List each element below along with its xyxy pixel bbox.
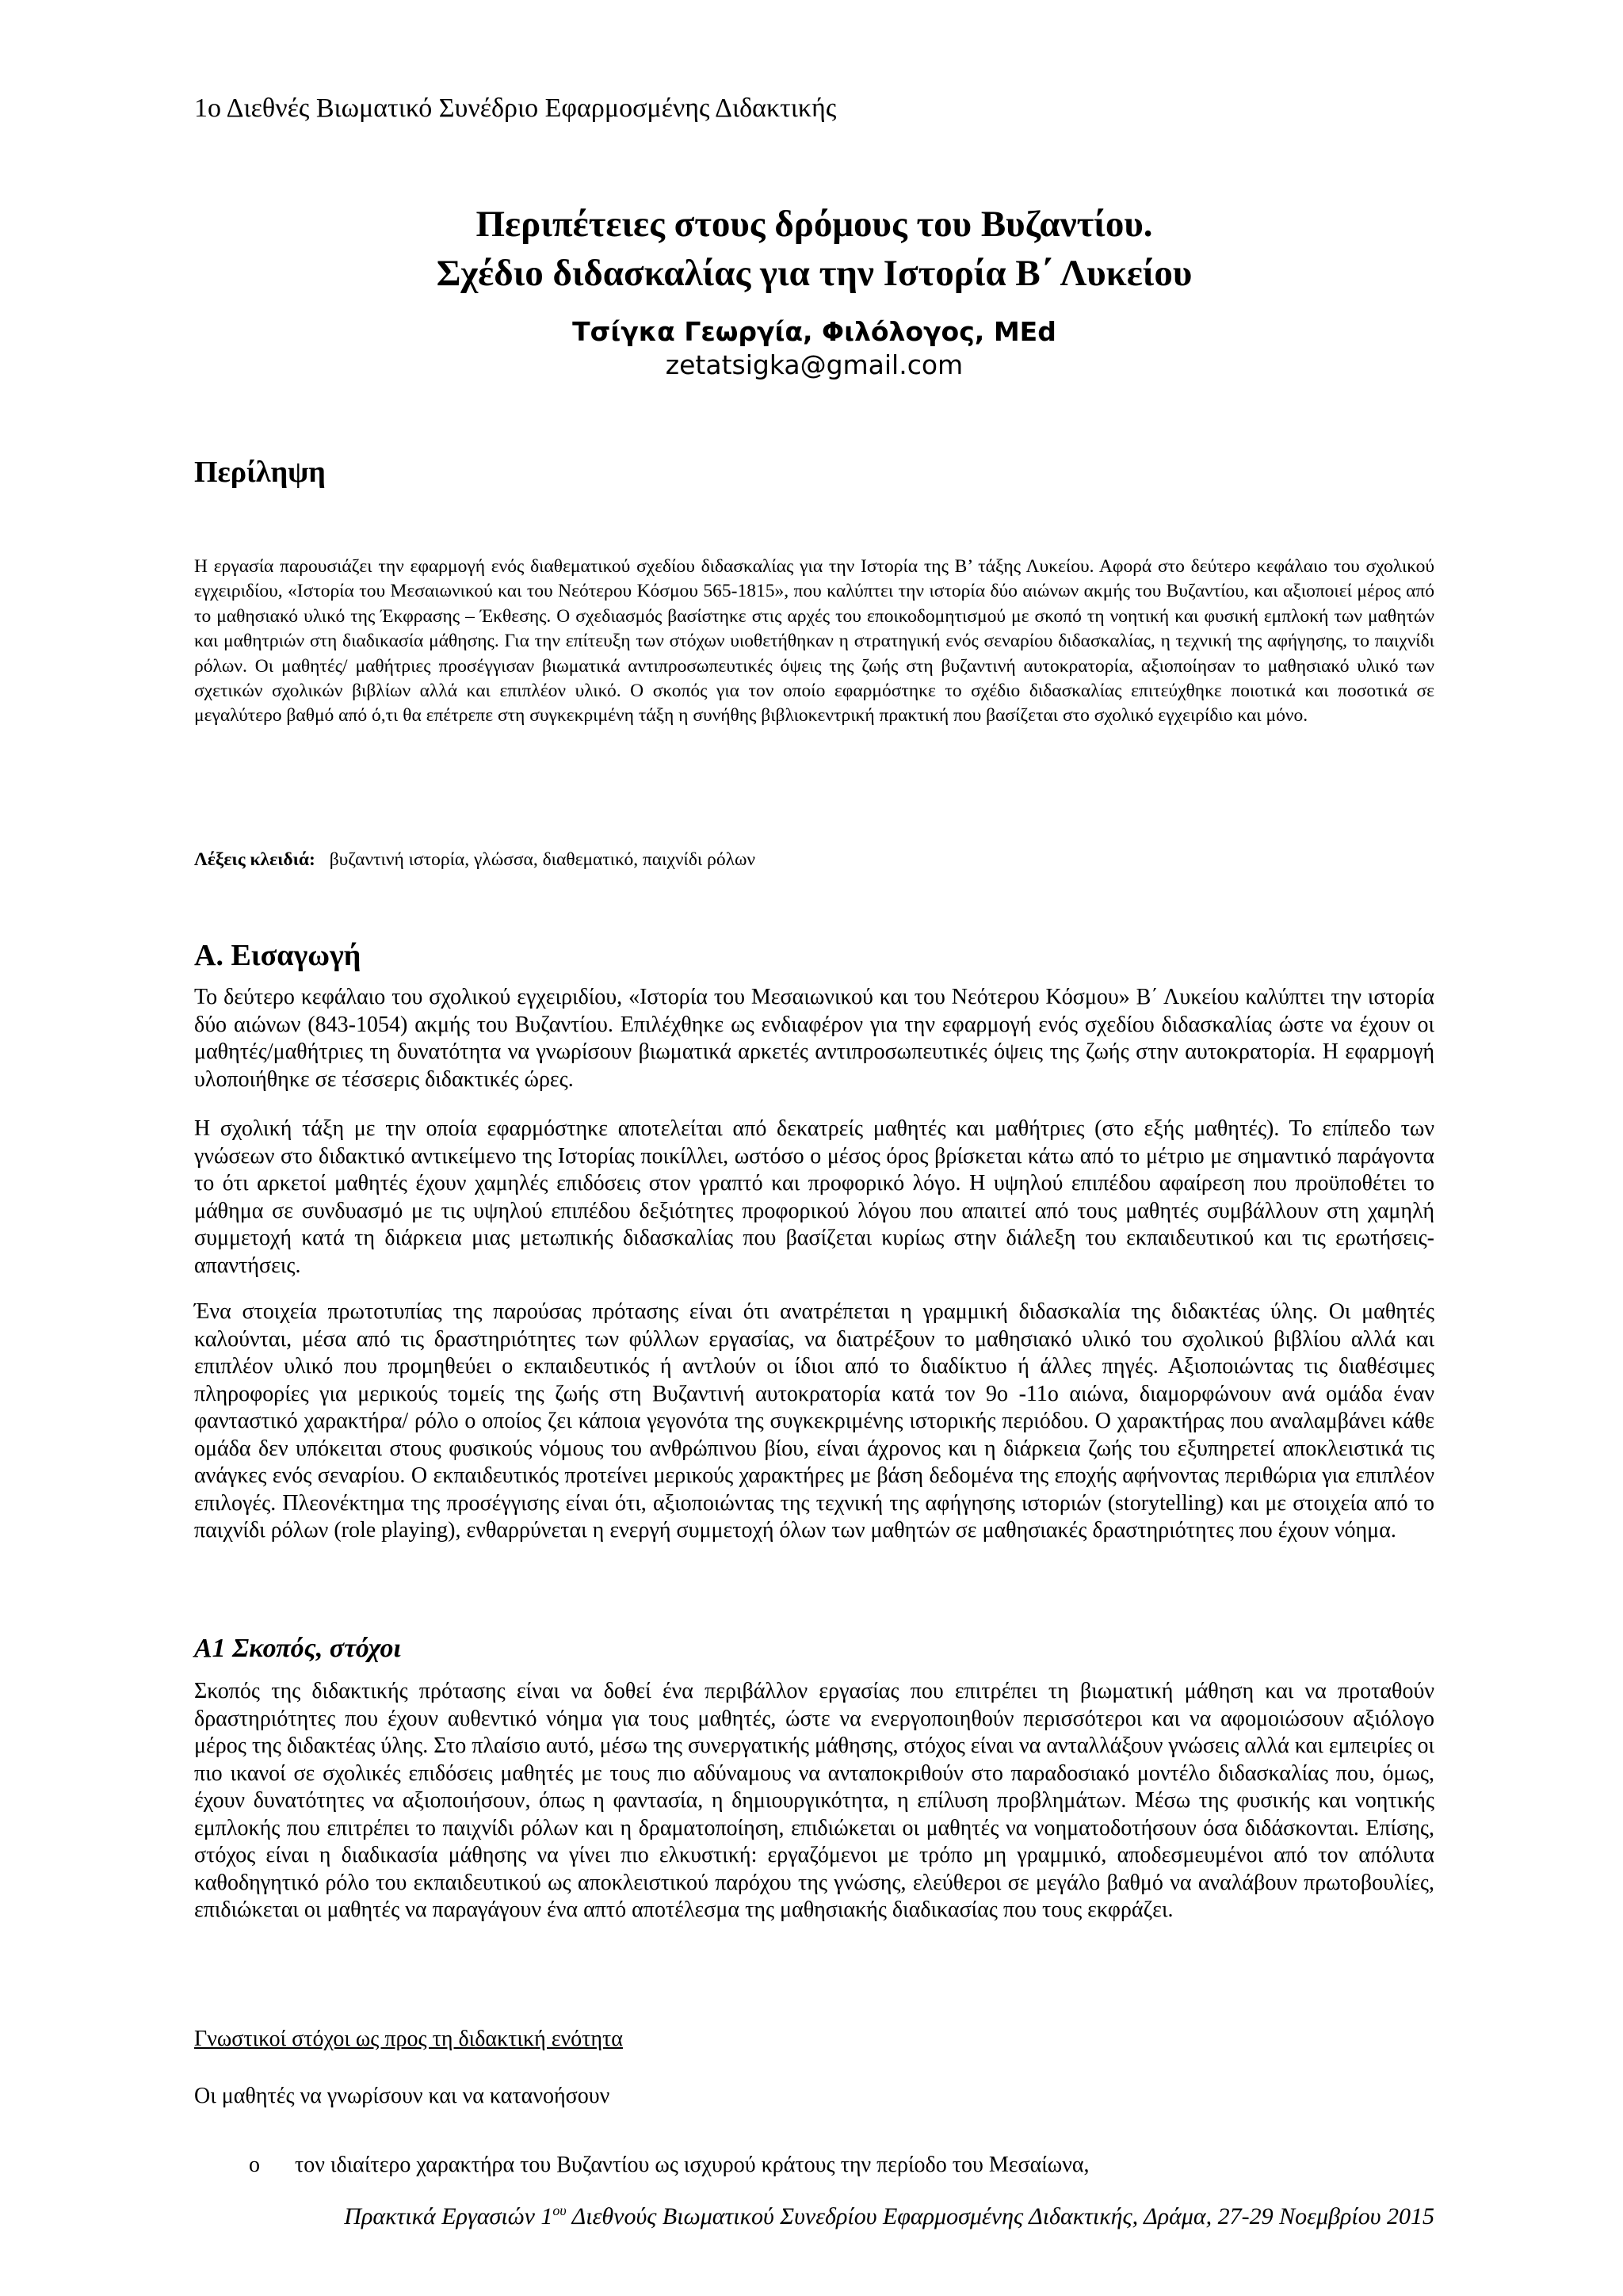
footer-text-pre: Πρακτικά Εργασιών 1	[344, 2203, 553, 2229]
section-a1-heading: Α1 Σκοπός, στόχοι	[194, 1634, 401, 1663]
cognitive-goals-subheading: Γνωστικοί στόχοι ως προς τη διδακτική ενότητα	[194, 2027, 623, 2051]
section-a-paragraph-3: Ένα στοιχεία πρωτοτυπίας της παρούσας πρότασης είναι ότι ανατρέπεται η γραμμική διδασκαλία της διδακτέας ύλης. Οι μαθητές καλούνται, μέσα από τις δραστηριότητες των φύλλων εργασίας, να διατρέξουν το μαθησιακό υλικό του σχολικού βιβλίου αλλά και επιπλέον υλικό που προμηθεύει ο εκπαιδευτικός ή αντλούν οι ίδιοι από το διαδίκτυο ή άλλες πηγές. Αξιοποιώντας τις διαθέσιμες πληροφορίες για μερικούς τομείς της ζωής στη Βυζαντινή αυτοκρατορία κατά τον 9ο -11ο αιώνα, διαμορφώνουν ανά ομάδα έναν φανταστικό χαρακτήρα/ ρόλο ο οποίος ζει κάποια γεγονότα της συγκεκριμένης ιστορικής περιόδου. Ο χαρακτήρας που αναλαμβάνει κάθε ομάδα δεν υπόκειται στους φυσικούς νόμους του ανθρώπινου βίου, είναι άχρονος και η διάρκεια ζωής του εξυπηρετεί αποκλειστικά τις ανάγκες ενός σεναρίου. Ο εκπαιδευτικός προτείνει μερικούς χαρακτήρες με βάση δεδομένα της εποχής αφήνοντας περιθώρια για επιπλέον επιλογές. Πλεονέκτημα της προσέγγισης είναι ότι, αξιοποιώντας της τεχνική της αφήγησης ιστοριών (storytelling) και με στοιχεία από το παιχνίδι ρόλων (role playing), ενθαρρύνεται η ενεργή συμμετοχή όλων των μαθητών σε μαθησιακές δραστηριότητες που έχουν νόημα.	[194, 1299, 1434, 1543]
section-a-heading: Α. Εισαγωγή	[194, 939, 361, 972]
footer-text-post: Διεθνούς Βιωματικού Συνεδρίου Εφαρμοσμένης Διδακτικής, Δράμα, 27-29 Νοεμβρίου 2015	[566, 2203, 1434, 2229]
title-line-1: Περιπέτειες στους δρόμους του Βυζαντίου.	[475, 204, 1153, 245]
bullet-marker: o	[249, 2153, 260, 2177]
abstract-text: Η εργασία παρουσιάζει την εφαρμογή ενός διαθεματικού σχεδίου διδασκαλίας για την Ιστορία της Β’ τάξης Λυκείου. Αφορά στο δεύτερο κεφάλαιο του σχολικού εγχειριδίου, «Ιστορία του Μεσαιωνικού και του Νεότερου Κόσμου 565-1815», που καλύπτει την ιστορία δύο αιώνων ακμής του Βυζαντίου, και αξιοποιεί μέρος από το μαθησιακό υλικό της Έκφρασης – Έκθεσης. Ο σχεδιασμός βασίστηκε στις αρχές του εποικοδομητισμού με σκοπό τη νοητική και φυσική εμπλοκή των μαθητών και μαθητριών στη διαδικασία μάθησης. Για την επίτευξη των στόχων υιοθετήθηκαν η στρατηγική ενός σεναρίου διδασκαλίας, η τεχνική της αφήγησης, το παιχνίδι ρόλων. Οι μαθητές/ μαθήτριες προσέγγισαν βιωματικά αντιπροσωπευτικές όψεις της ζωής στη βυζαντινή αυτοκρατορία, αξιοποίησαν το μαθησιακό υλικό των σχετικών σχολικών βιβλίων αλλά και επιπλέον υλικό. Ο σκοπός για τον οποίο εφαρμόστηκε το σχέδιο διδασκαλίας επιτεύχθηκε ποιοτικά και ποσοτικά σε μεγαλύτερο βαθμό από ό,τι θα επέτρεπε στη συγκεκριμένη τάξη η συνήθης βιβλιοκεντρική πρακτική που βασίζεται στο σχολικό εγχειρίδιο και μόνο.	[194, 556, 1434, 727]
title-line-2: Σχέδιο διδασκαλίας για την Ιστορία Β΄ Λυκείου	[436, 253, 1193, 294]
section-a-paragraph-1: Το δεύτερο κεφάλαιο του σχολικού εγχειριδίου, «Ιστορία του Μεσαιωνικού και του Νεότερου Κόσμου» Β΄ Λυκείου καλύπτει την ιστορία δύο αιώνων (843-1054) ακμής του Βυζαντίου. Επιλέχθηκε ως ενδιαφέρον για την εφαρμογή ενός σχεδίου διδασκαλίας ώστε να έχουν οι μαθητές/μαθήτριες τη δυνατότητα να γνωρίσουν βιωματικά αρκετές αντιπροσωπευτικές όψεις της ζωής στην αυτοκρατορία. Η εφαρμογή υλοποιήθηκε σε τέσσερις διδακτικές ώρες.	[194, 985, 1434, 1092]
author-name: Τσίγκα Γεωργία, Φιλόλογος, MEd	[572, 316, 1056, 347]
footer-superscript: ου	[552, 2203, 567, 2218]
keywords	[194, 849, 755, 871]
bullet-item-text: τον ιδιαίτερο χαρακτήρα του Βυζαντίου ως ισχυρού κράτους την περίοδο του Μεσαίωνα,	[295, 2153, 1090, 2177]
cognitive-goals-intro: Οι μαθητές να γνωρίσουν και να κατανοήσουν	[194, 2084, 610, 2108]
page-footer	[194, 2203, 1434, 2230]
author-block	[194, 315, 1434, 382]
section-a1-paragraph: Σκοπός της διδακτικής πρότασης είναι να δοθεί ένα περιβάλλον εργασίας που επιτρέπει τη βιωματική μάθηση και να προταθούν δραστηριότητες που έχουν αυθεντικό νόημα για τους μαθητές, ώστε να ενεργοποιηθούν περισσότεροι και να αφομοιώσουν αξιόλογο μέρος της διδακτέας ύλης. Στο πλαίσιο αυτό, μέσω της συνεργατικής μάθησης, στόχος είναι να ανταλλάξουν γνώσεις αλλά και εμπειρίες οι πιο ικανοί σε σχολικές επιδόσεις μαθητές με τους πιο αδύναμους να ανταποκριθούν στο παραδοσιακό μοντέλο διδασκαλίας που, όμως, έχουν δυνατότητες να αξιοποιήσουν, όπως η φαντασία, η δημιουργικότητα, η επίλυση προβλημάτων. Μέσω της φυσικής και νοητικής εμπλοκής που επιτρέπει το παιχνίδι ρόλων και η δραματοποίηση, επιδιώκεται οι μαθητές να νοηματοδοτήσουν όσα διδάσκονται. Επίσης, στόχος είναι η διαδικασία μάθησης να γίνει πιο ελκυστική: εργαζόμενοι με τρόπο μη γραμμικό, αποδεσμευμένοι από τον απόλυτα καθοδηγητικό ρόλο του εκπαιδευτικού ως αποκλειστικού παρόχου της γνώσης, ελεύθεροι σε μεγάλο βαθμό να αναλάβουν πρωτοβουλίες, επιδιώκεται οι μαθητές να παραγάγουν ένα απτό αποτέλεσμα της μαθησιακής διαδικασίας που τους εκφράζει.	[194, 1679, 1434, 1922]
author-email: zetatsigka@gmail.com	[665, 349, 964, 380]
abstract-heading: Περίληψη	[194, 456, 326, 489]
keywords-value: βυζαντινή ιστορία, γλώσσα, διαθεματικό, παιχνίδι ρόλων	[329, 849, 756, 870]
running-header: 1ο Διεθνές Βιωματικό Συνέδριο Εφαρμοσμένης Διδακτικής	[194, 93, 837, 123]
keywords-label: Λέξεις κλειδιά:	[194, 849, 315, 870]
section-a-paragraph-2: Η σχολική τάξη με την οποία εφαρμόστηκε αποτελείται από δεκατρείς μαθητές και μαθήτριες (στο εξής μαθητές). Το επίπεδο των γνώσεων στο διδακτικό αντικείμενο της Ιστορίας ποικίλλει, ωστόσο ο μέσος όρος βρίσκεται κάτω από το μέτριο με σημαντικό παράγοντα το ότι αρκετοί μαθητές έχουν χαμηλές επιδόσεις στον γραπτό και προφορικό λόγο. Η υψηλού επιπέδου αφαίρεση που προϋποθέτει το μάθημα σε συνδυασμό με τις υψηλού επιπέδου δεξιότητες προφορικού λόγου που απαιτεί από τους μαθητές συμβάλλουν στη χαμηλή συμμετοχή κατά τη διάρκεια μιας μετωπικής διδασκαλίας που βασίζεται κυρίως στην διάλεξη του εκπαιδευτικού και τις ερωτήσεις-απαντήσεις.	[194, 1116, 1434, 1278]
paper-title	[194, 200, 1434, 298]
